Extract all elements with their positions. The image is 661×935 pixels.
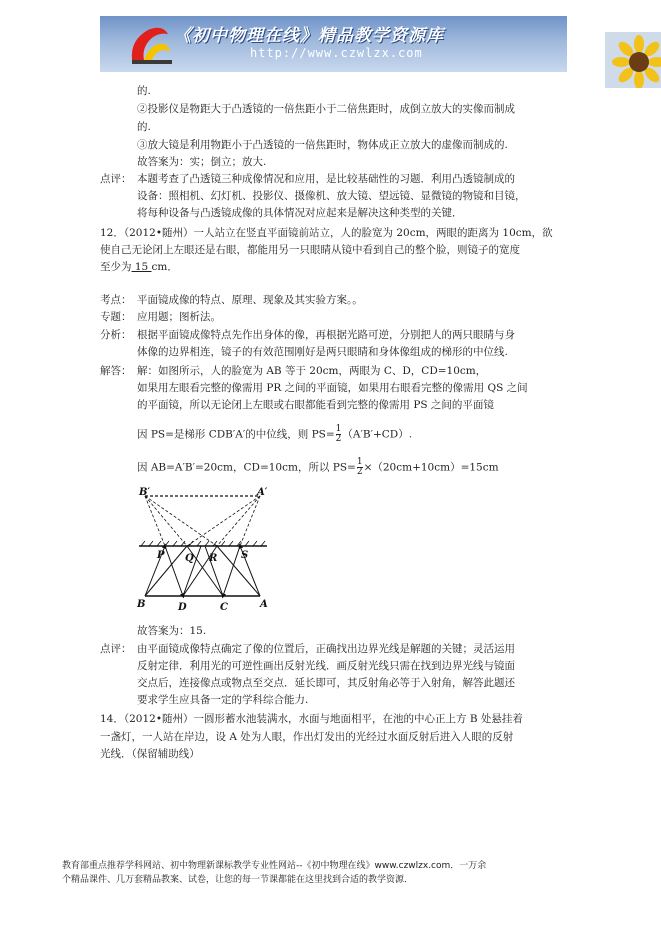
site-url[interactable]: http://www.czwlzx.com: [250, 46, 423, 60]
site-title: 《初中物理在线》精品教学资源库: [174, 26, 444, 46]
answer-line: 故答案为：15.: [137, 625, 207, 637]
label-c: C: [220, 602, 228, 613]
section-label: 专题：: [100, 311, 132, 323]
section-label: 分析：: [100, 329, 132, 341]
sunflower-icon: [605, 32, 661, 88]
section-label: 考点：: [100, 294, 132, 306]
label-d: D: [178, 602, 187, 613]
label-s: S: [241, 550, 249, 561]
label-a: A: [260, 599, 268, 610]
text-line: 由平面镜成像特点确定了像的位置后，正确找出边界光线是解题的关键；灵活运用: [137, 643, 515, 655]
label-b: B: [137, 599, 146, 610]
section-label: 解答：: [100, 365, 132, 377]
site-logo-icon: [128, 22, 174, 66]
question-12-answer: 15: [131, 261, 152, 273]
label-r: R: [209, 553, 218, 564]
question-14-line: 14．（2012•随州）一圆形蓄水池装满水，水面与地面相平，在池的中心正上方 B 处悬挂着: [100, 713, 523, 725]
text-line: 的.: [137, 121, 151, 133]
formula-line: 因 AB=A′B′=20cm，CD=10cm，所以 PS= $\frac{1}{2}$ ×（20cm+10cm）=15cm: [137, 457, 499, 477]
text-line: 体像的边界相连，镜子的有效范围刚好是两只眼睛和身体像组成的梯形的中位线.: [137, 346, 508, 358]
text-line: ②投影仪是物距大于凸透镜的一倍焦距小于二倍焦距时，成倒立放大的实像而制成: [137, 103, 515, 115]
text-line: 故答案为：实；倒立；放大.: [137, 156, 267, 168]
question-12-line: 至少为 15 cm．: [100, 261, 178, 273]
text-line: 如果用左眼看完整的像需用 PR 之间的平面镜，如果用右眼看完整的像需用 QS 之间: [137, 382, 528, 394]
text-line: 解：如图所示，人的脸宽为 AB 等于 20cm，两眼为 C、D，CD=10cm，: [137, 365, 487, 377]
text-line: 应用题；图析法。: [137, 311, 221, 323]
fraction: $\frac{1}{2}$: [356, 457, 363, 477]
text-line: 设备：照相机、幻灯机、投影仪、摄像机、放大镜、望远镜、显微镜的物镜和目镜，: [137, 190, 526, 202]
question-12-line: 使自己无论闭上左眼还是右眼，都能用另一只眼睛从镜中看到自己的整个脸，则镜子的宽度: [100, 244, 520, 256]
text-line: 根据平面镜成像特点先作出身体的像，再根据光路可逆，分别把人的两只眼睛与身: [137, 329, 515, 341]
label-p: P: [157, 550, 165, 561]
text-line: 的.: [137, 85, 151, 97]
text-line: 的平面镜，所以无论闭上左眼或右眼都能看到完整的像需用 PS 之间的平面镜: [137, 399, 494, 411]
question-12-line: 12．（2012•随州）一人站立在竖直平面镜前站立，人的脸宽为 20cm，两眼的距离为 10cm，欲: [100, 227, 553, 239]
text-line: 本题考查了凸透镜三种成像情况和应用，是比较基础性的习题．利用凸透镜制成的: [137, 173, 515, 185]
fraction: $\frac{1}{2}$: [335, 424, 342, 444]
label-q: Q: [185, 553, 194, 564]
text-line: 反射定律．利用光的可逆性画出反射光线．画反射光线只需在找到边界光线与镜面: [137, 660, 515, 672]
footer-line: 教育部重点推荐学科网站、初中物理新课标教学专业性网站--《初中物理在线》www.czwlzx.com．一万余: [62, 861, 487, 871]
text-line: 交点后，连接像点或物点至交点．延长即可，其反射角必等于入射角，解答此题还: [137, 677, 515, 689]
footer-line: 个精品课件、几万套精品教案、试卷，让您的每一节课都能在这里找到合适的教学资源．: [62, 875, 414, 885]
section-label: 点评：: [100, 643, 132, 655]
question-14-line: 一盏灯，一人站在岸边，设 A 处为人眼，作出灯发出的光经过水面反射后进入人眼的反射: [100, 731, 514, 743]
text-line: 平面镜成像的特点、原理、现象及其实验方案。。: [137, 294, 363, 306]
question-14-line: 光线．（保留辅助线）: [100, 748, 200, 760]
text-line: 要求学生应具备一定的学科综合能力.: [137, 694, 309, 706]
formula-line: 因 PS=是梯形 CDB′A′的中位线，则 PS= $\frac{1}{2}$ （A′B′+CD）.: [137, 424, 413, 444]
mirror-ray-diagram: [135, 486, 270, 613]
text-line: 将每种设备与凸透镜成像的具体情况对应起来是解决这种类型的关键．: [137, 207, 463, 219]
text-line: ③放大镜是利用物距小于凸透镜的一倍焦距时，物体成正立放大的虚像而制成的.: [137, 139, 508, 151]
label-a-image: A′: [257, 487, 268, 498]
section-label: 点评：: [100, 173, 132, 185]
label-b-image: B′: [139, 487, 151, 498]
